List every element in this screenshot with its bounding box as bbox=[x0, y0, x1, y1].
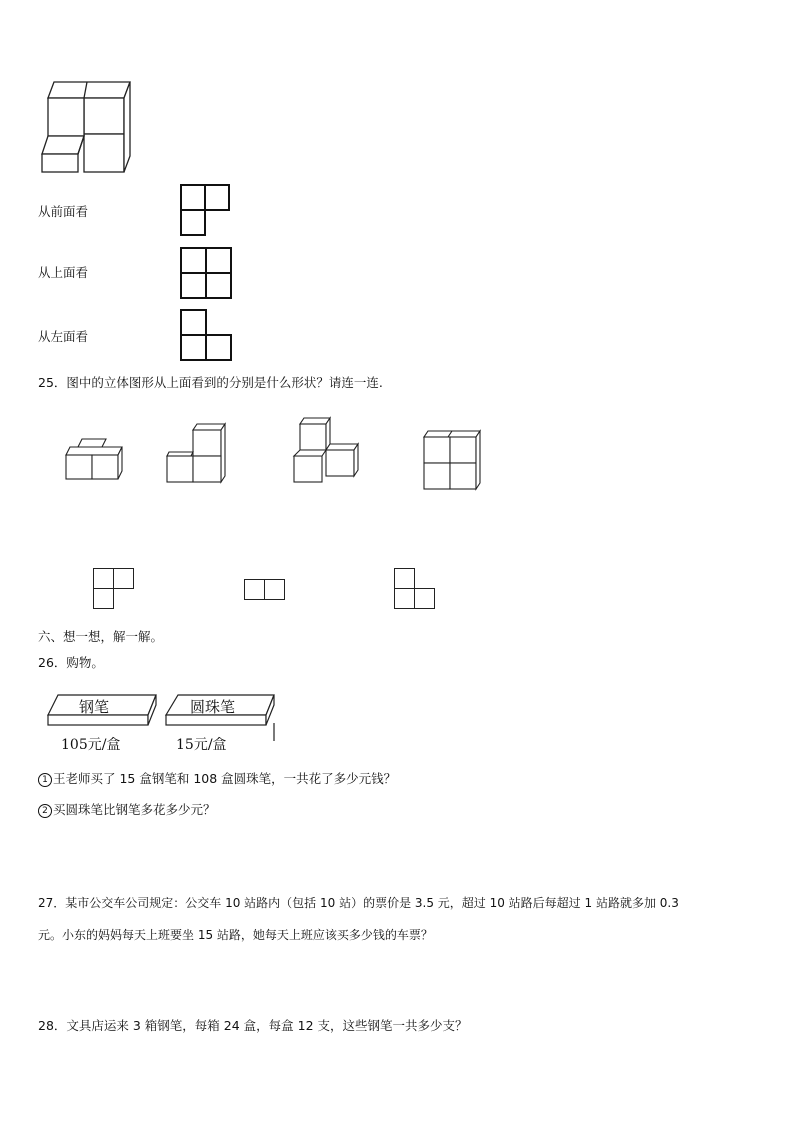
solid-a bbox=[62, 437, 126, 483]
view-option-1[interactable] bbox=[93, 568, 135, 610]
left-view-shape bbox=[180, 309, 232, 363]
solid-d bbox=[420, 429, 484, 493]
question-28-text: 28．文具店运来 3 箱钢笔，每箱 24 盒，每盒 12 支，这些钢笔一共多少支？ bbox=[38, 1018, 468, 1033]
ballpen-price-label: 15元/盒 bbox=[176, 737, 227, 753]
solid-b bbox=[163, 422, 229, 484]
question-27-line-1: 27．某市公交车公司规定：公交车 10 站路内（包括 10 站）的票价是 3.5 元，超过 10 站路后每超过 1 站路就多加 0.3 bbox=[38, 896, 679, 910]
left-view-label: 从左面看 bbox=[38, 329, 89, 344]
section-6-title: 六、想一想，解一解。 bbox=[38, 629, 164, 644]
top-view-shape bbox=[180, 247, 232, 301]
top-view-label: 从上面看 bbox=[38, 265, 89, 280]
solid-c bbox=[290, 416, 362, 486]
question-26-sub-1-text: 王老师买了 15 盒钢笔和 108 盒圆珠笔，一共花了多少元钱？ bbox=[53, 771, 397, 786]
question-27-line-2: 元。小东的妈妈每天上班要坐 15 站路，她每天上班应该买多少钱的车票？ bbox=[38, 928, 433, 942]
circle-number-2: 2 bbox=[38, 804, 52, 818]
front-view-label: 从前面看 bbox=[38, 204, 89, 219]
pen-name-label: 钢笔 bbox=[79, 698, 110, 716]
circle-number-1: 1 bbox=[38, 773, 52, 787]
question-26-sub-1 bbox=[38, 771, 396, 787]
question-26-title: 26．购物。 bbox=[38, 655, 104, 670]
front-view-shape bbox=[180, 184, 230, 238]
question-26-sub-2 bbox=[38, 802, 216, 818]
question-26-sub-2-text: 买圆珠笔比钢笔多花多少元？ bbox=[53, 802, 216, 817]
ballpen-name-label: 圆珠笔 bbox=[190, 698, 236, 716]
view-option-2[interactable] bbox=[244, 579, 286, 601]
view-option-3[interactable] bbox=[394, 568, 436, 610]
solid-figure-top bbox=[38, 80, 133, 178]
question-25-text: 25．图中的立体图形从上面看到的分别是什么形状？请连一连. bbox=[38, 375, 383, 390]
pen-price-label: 105元/盒 bbox=[61, 737, 121, 753]
